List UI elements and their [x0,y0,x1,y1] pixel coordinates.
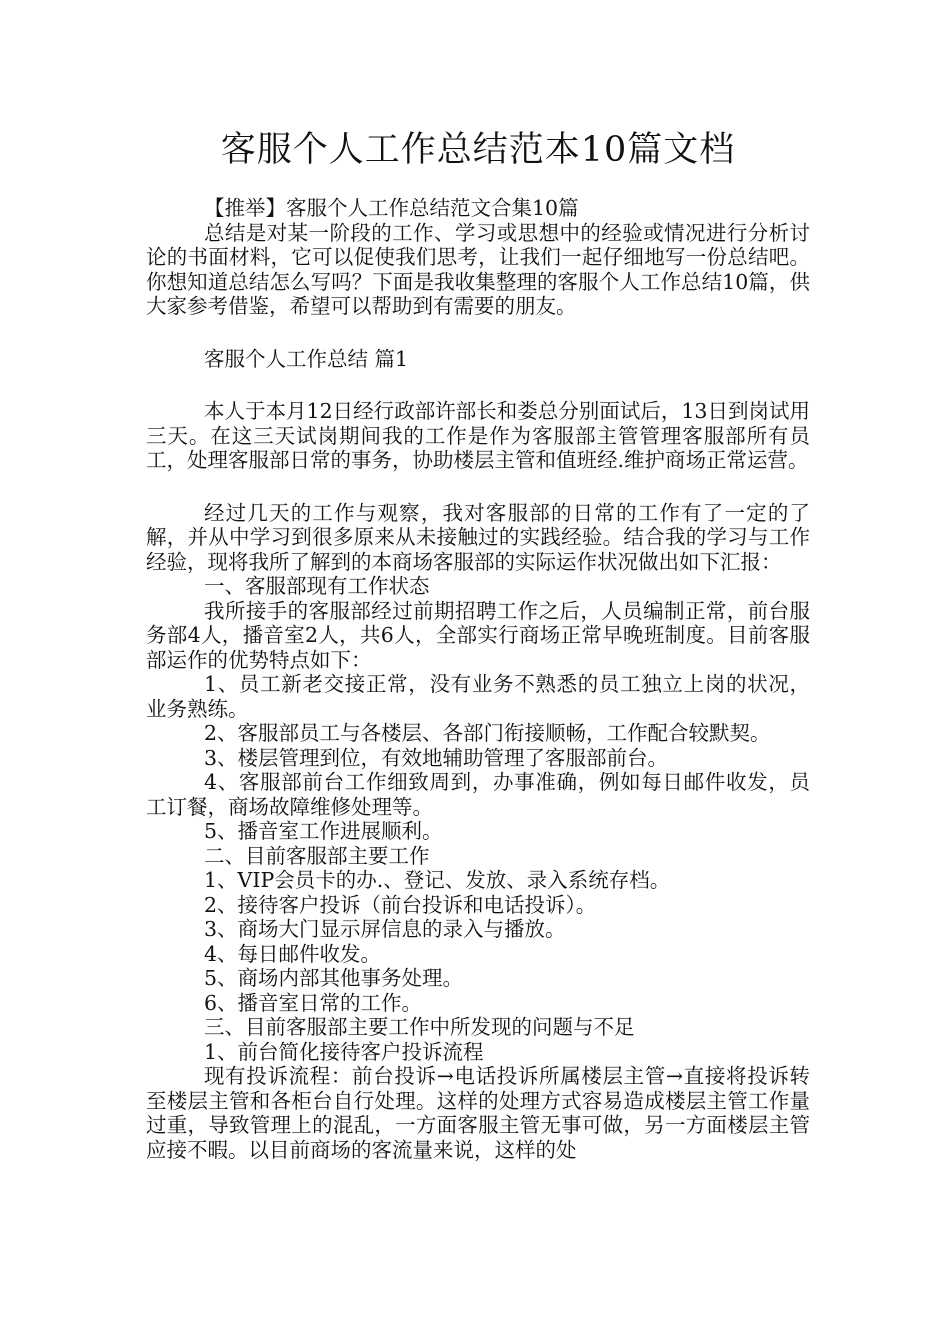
paragraph: 一、客服部现有工作状态 [204,574,430,598]
paragraph: 现有投诉流程：前台投诉→电话投诉所属楼层主管→直接将投诉转至楼层主管和各柜台自行处理。这样的处理方式容易造成楼层主管工作量过重，导致管理上的混乱，一方面客服主管无事可做，另一方面楼层主管应接不暇。以目前商场的客流量来说，这样的处 [146,1064,810,1162]
paragraph: 4、每日邮件收发。 [204,941,382,966]
paragraph: 二、目前客服部主要工作 [204,843,430,868]
paragraph: 客服个人工作总结 篇1 [204,346,409,371]
paragraph: 总结是对某一阶段的工作、学习或思想中的经验或情况进行分析讨论的书面材料，它可以促使我们思考，让我们一起仔细地写一份总结吧。你想知道总结怎么写吗？下面是我收集整理的客服个人工作总结10篇，供大家参考借鉴，希望可以帮助到有需要的朋友。 [146,220,810,318]
paragraph: 三、目前客服部主要工作中所发现的问题与不足 [204,1015,635,1039]
document-page [146,126,810,1162]
paragraph: 【推举】客服个人工作总结范文合集10篇 [204,196,579,220]
paragraph: 我所接手的客服部经过前期招聘工作之后，人员编制正常，前台服务部4人，播音室2人，共6人，全部实行商场正常早晚班制度。目前客服部运作的优势特点如下： [146,598,810,672]
paragraph: 6、播音室日常的工作。 [204,990,423,1015]
document-title: 客服个人工作总结范本10篇文档 [220,130,736,170]
paragraph: 1、VIP会员卡的办.、登记、发放、录入系统存档。 [204,868,671,892]
paragraph: 5、商场内部其他事务处理。 [204,966,464,990]
paragraph: 1、员工新老交接正常，没有业务不熟悉的员工独立上岗的状况，业务熟练。 [146,672,810,721]
paragraph: 本人于本月12日经行政部许部长和娄总分别面试后，13日到岗试用三天。在这三天试岗期间我的工作是作为客服部主管管理客服部所有员工，处理客服部日常的事务，协助楼层主管和值班经.维护商场正常运营。 [146,399,810,472]
paragraph-spacer [146,371,810,399]
paragraph: 1、前台简化接待客户投诉流程 [204,1039,484,1064]
paragraph: 2、接待客户投诉（前台投诉和电话投诉）。 [204,892,597,917]
paragraph-spacer [146,319,810,347]
paragraph: 3、楼层管理到位，有效地辅助管理了客服部前台。 [204,745,669,770]
paragraph: 经过几天的工作与观察，我对客服部的日常的工作有了一定的了解，并从中学习到很多原来从未接触过的实践经验。结合我的学习与工作经验，现将我所了解到的本商场客服部的实际运作状况做出如下汇报： [146,500,810,574]
paragraph: 5、播音室工作进展顺利。 [204,819,443,843]
paragraph: 2、客服部员工与各楼层、各部门衔接顺畅，工作配合较默契。 [204,721,771,745]
paragraph-spacer [146,473,810,501]
paragraph: 3、商场大门显示屏信息的录入与播放。 [204,917,566,941]
document-body [146,196,810,1162]
paragraph: 4、客服部前台工作细致周到，办事准确，例如每日邮件收发，员工订餐，商场故障维修处理等。 [146,770,810,819]
